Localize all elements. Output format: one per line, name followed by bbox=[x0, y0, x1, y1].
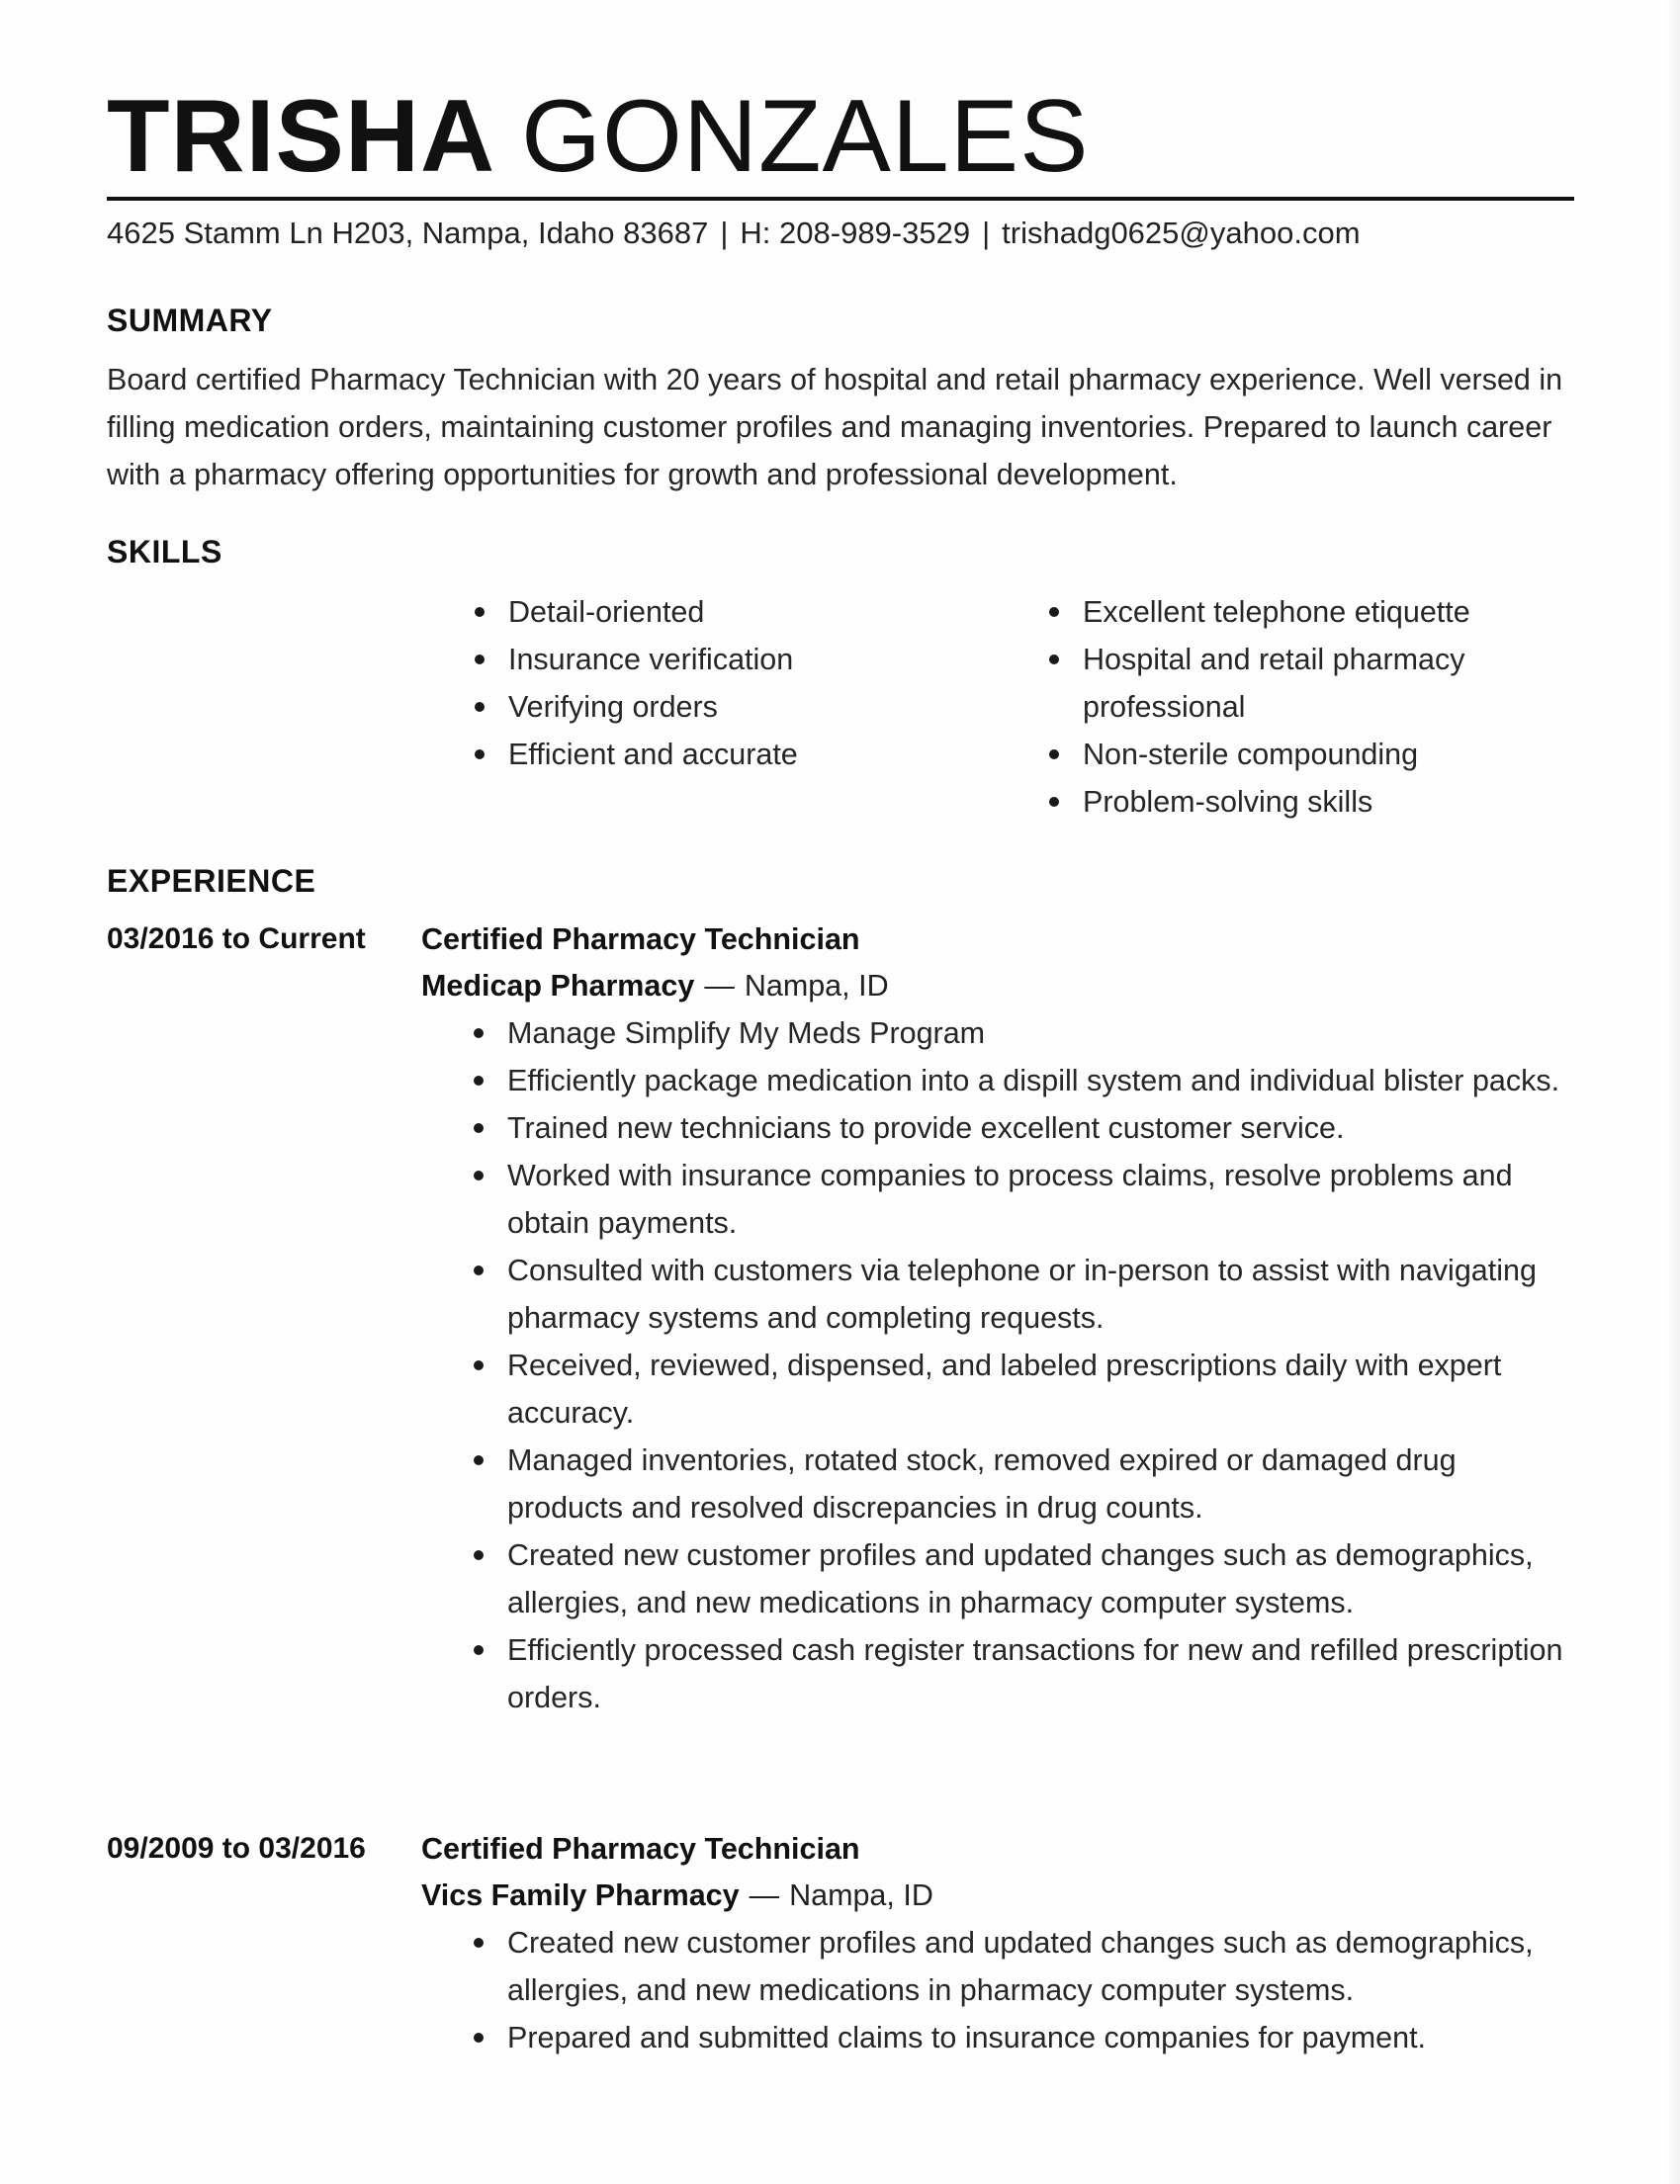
skill-item: Hospital and retail pharmacy professional bbox=[1083, 636, 1538, 731]
last-name: GONZALES bbox=[521, 79, 1090, 194]
first-name: TRISHA bbox=[107, 79, 496, 194]
skills-heading: SKILLS bbox=[107, 534, 222, 569]
duty-item: Manage Simplify My Meds Program bbox=[507, 1009, 1580, 1057]
contact-separator: | bbox=[720, 216, 729, 250]
job-duties bbox=[507, 1009, 1580, 1721]
job-dates: 09/2009 to 03/2016 bbox=[107, 1832, 366, 1865]
contact-phone: H: 208-989-3529 bbox=[740, 216, 971, 250]
experience-heading: EXPERIENCE bbox=[107, 863, 316, 899]
skill-item: Excellent telephone etiquette bbox=[1083, 588, 1538, 636]
contact-line bbox=[107, 214, 1361, 253]
job-title: Certified Pharmacy Technician bbox=[421, 1832, 860, 1866]
job-duties bbox=[507, 1919, 1580, 2061]
skill-item: Non-sterile compounding bbox=[1083, 731, 1538, 778]
job-dates: 03/2016 to Current bbox=[107, 922, 366, 955]
skills-column-left bbox=[508, 588, 1022, 778]
contact-separator: | bbox=[982, 216, 991, 250]
scan-edge bbox=[1666, 0, 1680, 2184]
skill-item: Insurance verification bbox=[508, 636, 1022, 683]
contact-address: 4625 Stamm Ln H203, Nampa, Idaho 83687 bbox=[107, 216, 709, 250]
job-title: Certified Pharmacy Technician bbox=[421, 922, 860, 956]
job-employer bbox=[421, 1874, 933, 1917]
duty-item: Created new customer profiles and updated changes such as demographics, allergies, and new medications in pharmacy computer systems. bbox=[507, 1919, 1580, 2014]
skill-item: Problem-solving skills bbox=[1083, 778, 1538, 826]
duty-item: Received, reviewed, dispensed, and labeled prescriptions daily with expert accuracy. bbox=[507, 1342, 1580, 1437]
skill-item: Verifying orders bbox=[508, 683, 1022, 731]
contact-email: trishadg0625@yahoo.com bbox=[1002, 216, 1361, 250]
duty-item: Consulted with customers via telephone or in-person to assist with navigating pharmacy systems and completing requests. bbox=[507, 1247, 1580, 1342]
skills-column-right bbox=[1083, 588, 1538, 826]
employer-name: Vics Family Pharmacy bbox=[421, 1878, 740, 1912]
employer-name: Medicap Pharmacy bbox=[421, 969, 695, 1003]
candidate-name bbox=[107, 77, 1089, 196]
duty-item: Trained new technicians to provide excellent customer service. bbox=[507, 1104, 1580, 1152]
skill-item: Detail-oriented bbox=[508, 588, 1022, 636]
duty-item: Prepared and submitted claims to insurance companies for payment. bbox=[507, 2014, 1580, 2061]
duty-item: Managed inventories, rotated stock, removed expired or damaged drug products and resolved discrepancies in drug counts. bbox=[507, 1437, 1580, 1531]
duty-item: Created new customer profiles and updated changes such as demographics, allergies, and new medications in pharmacy computer systems. bbox=[507, 1531, 1580, 1626]
summary-heading: SUMMARY bbox=[107, 303, 273, 338]
employer-dash: — bbox=[749, 1878, 780, 1912]
duty-item: Efficiently package medication into a dispill system and individual blister packs. bbox=[507, 1057, 1580, 1104]
duty-item: Efficiently processed cash register transactions for new and refilled prescription orders. bbox=[507, 1626, 1580, 1721]
job-employer bbox=[421, 964, 889, 1007]
employer-dash: — bbox=[704, 969, 735, 1003]
summary-text: Board certified Pharmacy Technician with 20 years of hospital and retail pharmacy experience. Well versed in filling medication orders, maintaining customer profiles and managing inventories. Prepared to launch career with a pharmacy offering opportunities for growth and professional development. bbox=[107, 363, 1563, 491]
employer-location: Nampa, ID bbox=[789, 1878, 933, 1912]
skill-item: Efficient and accurate bbox=[508, 731, 1022, 778]
employer-location: Nampa, ID bbox=[744, 969, 889, 1003]
duty-item: Worked with insurance companies to process claims, resolve problems and obtain payments. bbox=[507, 1152, 1580, 1247]
header-divider bbox=[107, 197, 1574, 201]
